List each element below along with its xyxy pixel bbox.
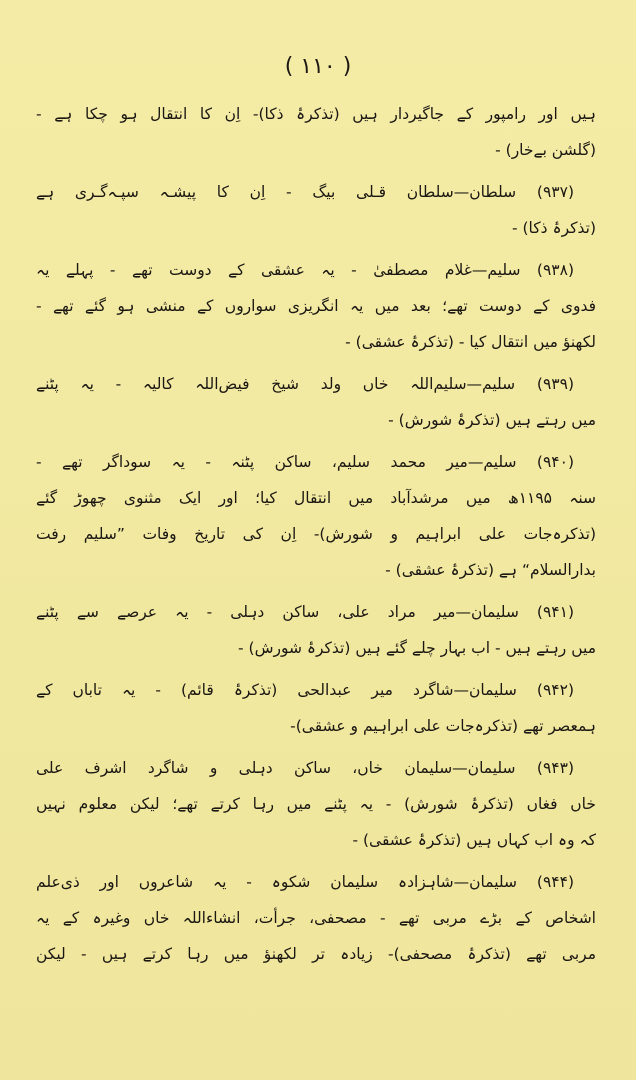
text-line: خاں فغاں (تذکرۂ شورش) - یہ پٹنے میں رہا کرتے تھے؛ لیکن معلوم نہیں xyxy=(36,795,596,813)
text-line: (۹۴۲) سلیمان—شاگرد میر عبدالحی (تذکرۂ قائم) - یہ تاباں کے xyxy=(36,681,574,699)
text-line: فدوی کے دوست تھے؛ بعد میں یہ انگریزی سواروں کے منشی ہو گئے تھے - xyxy=(36,297,596,315)
text-line: ہمعصر تھے (تذکرہ‌جات علی ابراہیم و عشقی)- xyxy=(290,717,596,735)
text-line: (۹۴۴) سلیمان—شاہزادہ سلیمان شکوہ - یہ شاعروں اور ذی‌علم xyxy=(36,873,574,891)
text-line: (۹۳۸) سلیم—غلام مصطفیٰ - یہ عشقی کے دوست تھے - پہلے یہ xyxy=(36,261,574,279)
page-text xyxy=(36,96,596,972)
text-line: (تذکرۂ ذکا) - xyxy=(511,219,596,237)
text-line: (۹۳۹) سلیم—سلیم‌اللہ خاں ولد شیخ فیض‌اللہ کالیہ - یہ پٹنے xyxy=(36,375,574,393)
text-line: (۹۴۰) سلیم—میر محمد سلیم، ساکن پٹنہ - یہ سوداگر تھے - xyxy=(36,453,574,471)
text-line: (گلشن بے‌خار) - xyxy=(495,141,596,159)
text-line: بدارالسلام“ ہے (تذکرۂ عشقی) - xyxy=(385,561,596,579)
text-line: (۹۳۷) سلطان—سلطان قـلی بیگ - اِن کا پیشـہ سپـہ‌گـری ہے xyxy=(36,183,574,201)
text-line: میں رہتے ہیں - اب بہار چلے گئے ہیں (تذکرۂ شورش) - xyxy=(238,639,596,657)
text-line: مربی تھے (تذکرۂ مصحفی)- زیادہ تر لکھنؤ میں رہا کرتے ہیں - لیکن xyxy=(36,945,596,963)
text-line: ہیں اور رامپور کے جاگیردار ہیں (تذکرۂ ذکا)- اِن کا انتقال ہو چکا ہے - xyxy=(36,105,596,123)
text-line: میں رہتے ہیں (تذکرۂ شورش) - xyxy=(388,411,596,429)
text-line: (۹۴۳) سلیمان—سلیمان خاں، ساکن دہلی و شاگرد اشرف علی xyxy=(36,759,574,777)
page-number: ( ۱۱۰ ) xyxy=(284,54,352,79)
text-line: (تذکرہ‌جات علی ابراہیم و شورش)- اِن کی تاریخ وفات ”سلیم رفت xyxy=(36,525,596,543)
text-line: اشخاص کے بڑے مربی تھے - مصحفی، جرأت، انشاءاللہ خاں وغیرہ کے یہ xyxy=(36,909,596,927)
text-line: لکھنؤ میں انتقال کیا - (تذکرۂ عشقی) - xyxy=(345,333,596,351)
text-line: کہ وہ اب کہاں ہیں (تذکرۂ عشقی) - xyxy=(352,831,596,849)
text-line: (۹۴۱) سلیمان—میر مراد علی، ساکن دہلی - یہ عرصے سے پٹنے xyxy=(36,603,574,621)
text-line: سنہ ۱۱۹۵ھ میں مرشدآباد میں انتقال کیا؛ اور ایک مثنوی چھوڑ گئے xyxy=(36,489,596,507)
